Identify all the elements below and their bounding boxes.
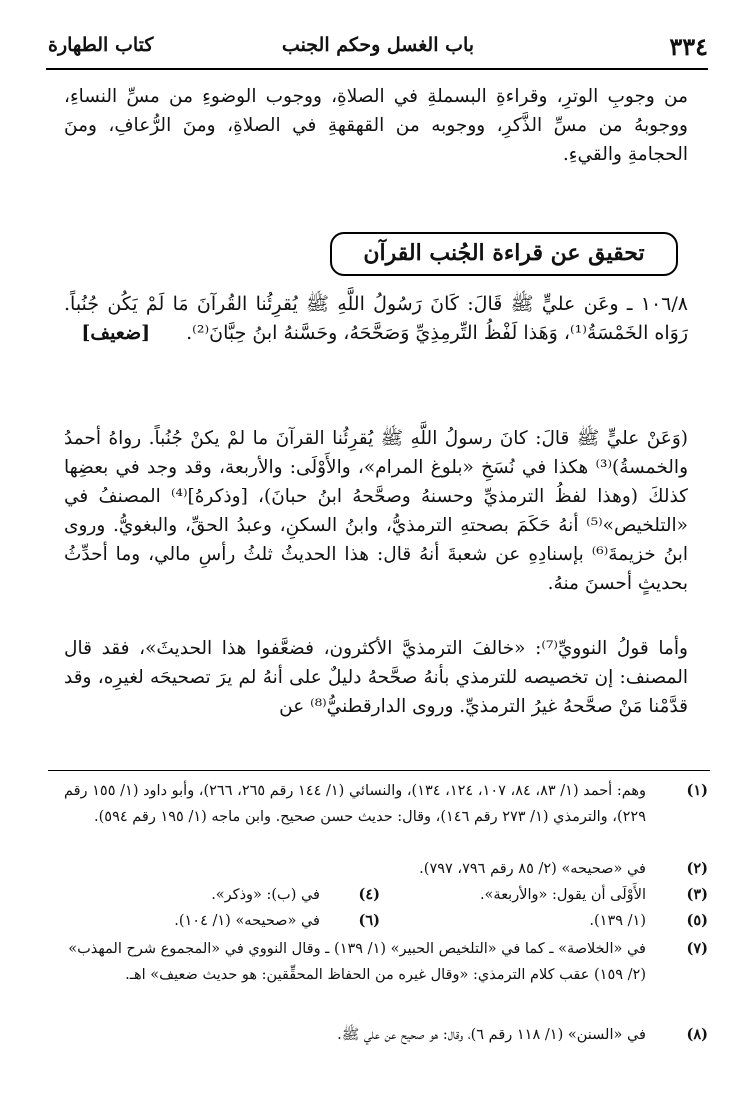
footnote-3-4 xyxy=(62,882,708,908)
footnote-text: وهم: أحمد (١/ ٨٣، ٨٤، ١٠٧، ١٢٤، ١٣٤)، والنسائي (١/ ١٤٤ رقم ٢٦٥، ٢٦٦)، وأبو داود (١/ ١٥٥ رقم ٢٢٩)، والترمذي (١/ ٢٧٣ رقم ١٤٦)، وقال: حديث حسن صحيح. وابن ماجه (١/ ١٩٥ رقم ٥٩٤). xyxy=(63,783,646,825)
footnote-text: (١/ ١٣٩). xyxy=(589,913,646,929)
header-rule xyxy=(46,68,708,70)
commentary-paragraph-2: وأما قولُ النوويِّ⁽⁷⁾: «خالفَ الترمذيَّ الأكثرون، فضعَّفوا هذا الحديثَ»، فقد قال المصنف: إن تخصيصه للترمذي بأنهُ صحَّحهُ دليلٌ على أنهُ لم يرَ تصحيحَه لغيرِه، وقد قدَّمْنا مَنْ صحَّحهُ غيرُ الترمذيِّ. وروى الدارقطنيُّ⁽⁸⁾ عن xyxy=(64,638,688,717)
commentary-paragraph-1: (وَعَنْ عليٍّ ﷺ قالَ: كانَ رسولُ اللَّهِ ﷺ يُقرِئُنا القرآنَ ما لمْ يكنْ جُنُباً. رواهُ أحمدُ والخمسةُ)⁽³⁾ هكذا في نُسَخِ «بلوغ المرام»، والأَوْلَى: والأربعة، وقد وجد في بعضِها كذلكَ (وهذا لفظُ الترمذيِّ وحسنهُ وصحَّحهُ ابنُ حبانَ)، [وذكرهُ]⁽⁴⁾ المصنفُ في «التلخيص»⁽⁵⁾ أنهُ حَكَمَ بصحتهِ الترمذيُّ، وابنُ السكنِ، وعبدُ الحقِّ، والبغويُّ. وروى ابنُ خزيمةَ⁽⁶⁾ بإسنادِهِ عن شعبةَ أنهُ قال: هذا الحديثُ ثلثُ رأسِ مالي، وما أحدِّثُ بحديثٍ أحسنَ منهُ. xyxy=(64,428,688,594)
page-header xyxy=(48,32,708,68)
footnote-8 xyxy=(62,1022,708,1048)
chapter-title: باب الغسل وحكم الجنب xyxy=(281,34,475,56)
footnote-5-6 xyxy=(62,908,708,934)
footnote-text: في «صحيحه» (٢/ ٨٥ رقم ٧٩٦، ٧٩٧). xyxy=(419,861,646,877)
footnote-number: (٤) xyxy=(358,886,380,903)
footnote-text: الأَوْلَى أن يقول: «والأربعة». xyxy=(479,887,646,903)
hadith-grade: [ضعيف] xyxy=(81,322,151,344)
section-heading: تحقيق عن قراءة الجُنب القرآن xyxy=(330,232,678,276)
footnote-text: في «صحيحه» (١/ ١٠٤). xyxy=(174,913,320,929)
page-number: ٣٣٤ xyxy=(669,32,708,61)
footnote-rule xyxy=(48,770,710,771)
hadith-text xyxy=(64,290,688,348)
footnote-number: (٥) xyxy=(686,912,708,929)
footnote-text: في «الخلاصة» ـ كما في «التلخيص الحبير» (١/ ١٣٩) ـ وقال النووي في «المجموع شرح المهذب» (٢/ ١٥٩) عقب كلام الترمذي: «وقال غيره من الحفاظ المحقِّقين: هو حديث ضعيف» اهـ. xyxy=(68,941,646,983)
footnote-number: (٦) xyxy=(358,912,380,929)
footnote-number: (٧) xyxy=(686,940,708,957)
footnote-number: (١) xyxy=(686,782,708,799)
footnote-text: في (ب): «وذكر». xyxy=(211,887,320,903)
footnote-7 xyxy=(62,936,708,988)
book-title: كتاب الطهارة xyxy=(48,34,154,56)
footnote-number: (٢) xyxy=(686,860,708,877)
intro-paragraph: من وجوبِ الوترِ، وقراءةِ البسملةِ في الصلاةِ، ووجوب الوضوءِ من مسِّ النساءِ، ووجوبهُ من مسِّ الذَّكرِ، ووجوبه من القهقهةِ في الصلاةِ، ومنَ الرُّعافِ، ومنَ الحجامةِ والقيءِ. xyxy=(64,86,688,165)
footnote-1 xyxy=(62,778,708,830)
hadith-body: ١٠٦/٨ ـ وعَن عليٍّ ﷺ قَالَ: كَانَ رَسُولُ اللَّهِ ﷺ يُقرِئُنا القُرآنَ مَا لَمْ يَكُن جُنُباً. رَوَاه الخَمْسَةُ⁽¹⁾، وَهَذا لَفْظُ التِّرمِذِيِّ وَصَحَّحَهُ، وحَسَّنهُ ابنُ حِبَّانَ⁽²⁾. xyxy=(64,293,688,344)
footnote-number: (٨) xyxy=(686,1026,708,1043)
footnote-text: في «السنن» (١/ ١١٨ رقم ٦)، وقال: هو صحيح عن علي ﷺ. xyxy=(337,1027,646,1043)
footnote-2 xyxy=(62,856,708,882)
footnote-number: (٣) xyxy=(686,886,708,903)
